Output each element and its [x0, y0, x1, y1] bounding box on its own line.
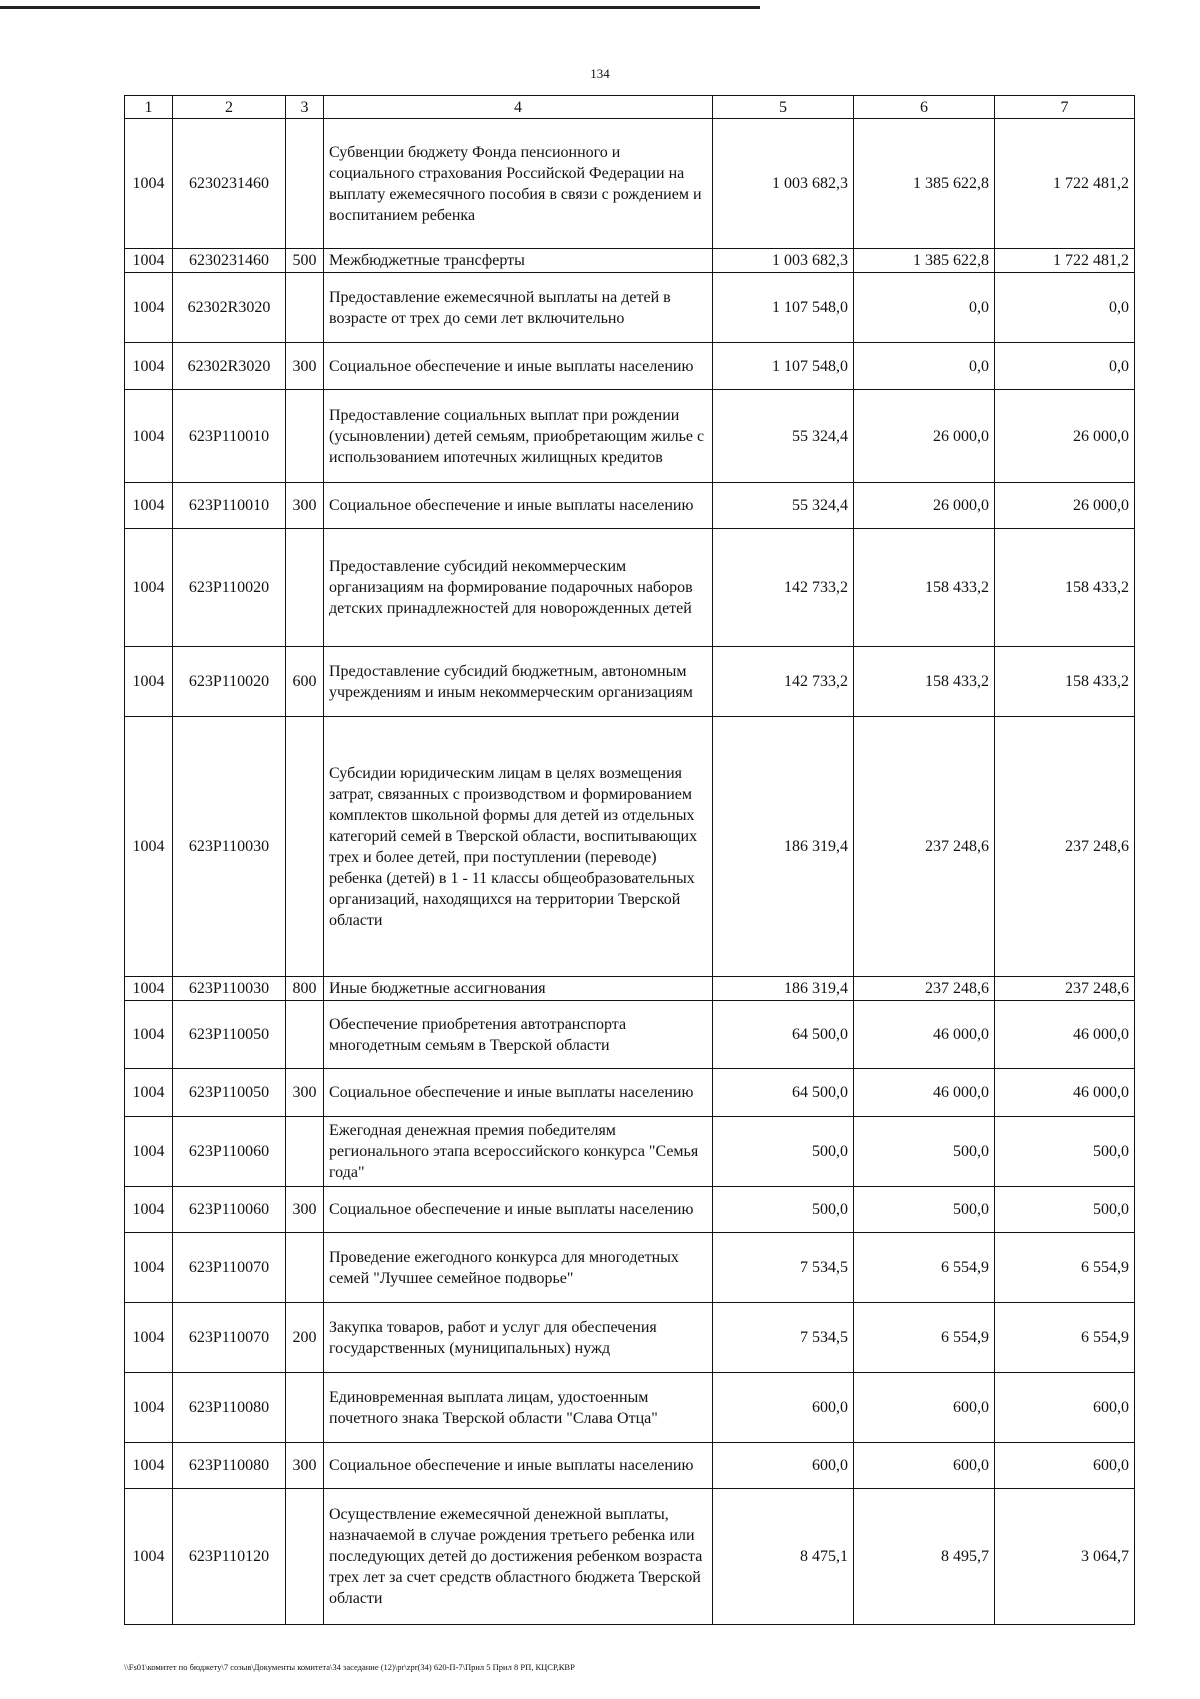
cell-description: Социальное обеспечение и иные выплаты населению — [324, 1443, 713, 1489]
cell-target-code: 623P110070 — [173, 1233, 286, 1303]
cell-amount-1: 7 534,5 — [713, 1303, 854, 1373]
cell-description: Единовременная выплата лицам, удостоенным почетного знака Тверской области "Слава Отца" — [324, 1373, 713, 1443]
cell-section: 1004 — [125, 273, 173, 343]
cell-amount-1: 186 319,4 — [713, 977, 854, 1001]
cell-section: 1004 — [125, 717, 173, 977]
cell-target-code: 623P110120 — [173, 1489, 286, 1625]
cell-target-code: 623P110060 — [173, 1117, 286, 1187]
cell-amount-2: 26 000,0 — [854, 390, 995, 483]
cell-expense-type — [286, 1233, 324, 1303]
cell-description: Предоставление субсидий бюджетным, автономным учреждениям и иным некоммерческим организациям — [324, 647, 713, 717]
cell-section: 1004 — [125, 1187, 173, 1233]
cell-amount-3: 3 064,7 — [995, 1489, 1135, 1625]
cell-amount-1: 64 500,0 — [713, 1069, 854, 1117]
cell-target-code: 623P110080 — [173, 1373, 286, 1443]
table-row — [125, 1373, 1135, 1443]
table-row — [125, 1443, 1135, 1489]
cell-expense-type: 500 — [286, 249, 324, 273]
cell-amount-2: 500,0 — [854, 1187, 995, 1233]
cell-target-code: 623P110070 — [173, 1303, 286, 1373]
cell-expense-type — [286, 717, 324, 977]
cell-section: 1004 — [125, 1443, 173, 1489]
cell-expense-type: 300 — [286, 483, 324, 529]
cell-expense-type — [286, 390, 324, 483]
cell-amount-2: 26 000,0 — [854, 483, 995, 529]
cell-amount-1: 142 733,2 — [713, 647, 854, 717]
cell-amount-2: 8 495,7 — [854, 1489, 995, 1625]
cell-amount-1: 186 319,4 — [713, 717, 854, 977]
cell-description: Социальное обеспечение и иные выплаты населению — [324, 1069, 713, 1117]
cell-amount-2: 600,0 — [854, 1443, 995, 1489]
cell-description: Субсидии юридическим лицам в целях возмещения затрат, связанных с производством и формированием комплектов школьной формы для детей из отдельных категорий семей в Тверской области, воспитывающих трех и более детей, при поступлении (переводе) ребенка (детей) в 1 - 11 классы общеобразовательных организаций, находящихся на территории Тверской области — [324, 717, 713, 977]
cell-amount-2: 1 385 622,8 — [854, 119, 995, 249]
cell-expense-type — [286, 1117, 324, 1187]
cell-target-code: 6230231460 — [173, 119, 286, 249]
cell-target-code: 623P110050 — [173, 1001, 286, 1069]
cell-expense-type: 300 — [286, 1187, 324, 1233]
cell-target-code: 62302R3020 — [173, 343, 286, 390]
cell-amount-2: 237 248,6 — [854, 717, 995, 977]
col-header-6: 6 — [854, 96, 995, 119]
cell-target-code: 623P110010 — [173, 390, 286, 483]
table-row — [125, 119, 1135, 249]
cell-description: Закупка товаров, работ и услуг для обеспечения государственных (муниципальных) нужд — [324, 1303, 713, 1373]
col-header-3: 3 — [286, 96, 324, 119]
cell-expense-type — [286, 529, 324, 647]
cell-target-code: 6230231460 — [173, 249, 286, 273]
cell-amount-3: 500,0 — [995, 1117, 1135, 1187]
cell-amount-1: 55 324,4 — [713, 390, 854, 483]
cell-amount-2: 0,0 — [854, 273, 995, 343]
cell-amount-3: 237 248,6 — [995, 977, 1135, 1001]
col-header-1: 1 — [125, 96, 173, 119]
cell-amount-2: 6 554,9 — [854, 1233, 995, 1303]
cell-amount-3: 158 433,2 — [995, 647, 1135, 717]
cell-amount-1: 142 733,2 — [713, 529, 854, 647]
cell-target-code: 623P110020 — [173, 647, 286, 717]
cell-amount-3: 46 000,0 — [995, 1069, 1135, 1117]
cell-description: Проведение ежегодного конкурса для многодетных семей "Лучшее семейное подворье" — [324, 1233, 713, 1303]
cell-target-code: 62302R3020 — [173, 273, 286, 343]
cell-amount-3: 0,0 — [995, 343, 1135, 390]
cell-section: 1004 — [125, 249, 173, 273]
cell-section: 1004 — [125, 1233, 173, 1303]
cell-amount-2: 600,0 — [854, 1373, 995, 1443]
table-row — [125, 529, 1135, 647]
cell-section: 1004 — [125, 1303, 173, 1373]
table-row — [125, 717, 1135, 977]
cell-section: 1004 — [125, 1117, 173, 1187]
cell-amount-3: 26 000,0 — [995, 390, 1135, 483]
cell-expense-type: 600 — [286, 647, 324, 717]
cell-amount-2: 1 385 622,8 — [854, 249, 995, 273]
table-row — [125, 1001, 1135, 1069]
cell-amount-2: 158 433,2 — [854, 529, 995, 647]
cell-description: Субвенции бюджету Фонда пенсионного и социального страхования Российской Федерации на выплату ежемесячного пособия в связи с рождением и воспитанием ребенка — [324, 119, 713, 249]
cell-section: 1004 — [125, 343, 173, 390]
col-header-2: 2 — [173, 96, 286, 119]
cell-amount-1: 7 534,5 — [713, 1233, 854, 1303]
cell-expense-type — [286, 1489, 324, 1625]
cell-amount-3: 26 000,0 — [995, 483, 1135, 529]
cell-section: 1004 — [125, 1069, 173, 1117]
cell-description: Иные бюджетные ассигнования — [324, 977, 713, 1001]
table-row — [125, 390, 1135, 483]
cell-amount-1: 600,0 — [713, 1443, 854, 1489]
cell-expense-type — [286, 273, 324, 343]
cell-description: Социальное обеспечение и иные выплаты населению — [324, 343, 713, 390]
cell-amount-1: 55 324,4 — [713, 483, 854, 529]
cell-amount-1: 8 475,1 — [713, 1489, 854, 1625]
cell-amount-1: 1 107 548,0 — [713, 273, 854, 343]
cell-target-code: 623P110080 — [173, 1443, 286, 1489]
cell-section: 1004 — [125, 647, 173, 717]
col-header-7: 7 — [995, 96, 1135, 119]
table-row — [125, 1069, 1135, 1117]
cell-amount-1: 1 003 682,3 — [713, 249, 854, 273]
cell-amount-3: 6 554,9 — [995, 1303, 1135, 1373]
cell-amount-3: 500,0 — [995, 1187, 1135, 1233]
cell-amount-2: 46 000,0 — [854, 1069, 995, 1117]
table-row — [125, 483, 1135, 529]
cell-expense-type: 300 — [286, 343, 324, 390]
cell-description: Предоставление субсидий некоммерческим организациям на формирование подарочных наборов детских принадлежностей для новорожденных детей — [324, 529, 713, 647]
cell-amount-1: 64 500,0 — [713, 1001, 854, 1069]
cell-amount-2: 0,0 — [854, 343, 995, 390]
cell-section: 1004 — [125, 977, 173, 1001]
table-row — [125, 1489, 1135, 1625]
cell-expense-type: 300 — [286, 1069, 324, 1117]
cell-description: Межбюджетные трансферты — [324, 249, 713, 273]
cell-amount-1: 500,0 — [713, 1117, 854, 1187]
cell-expense-type — [286, 1373, 324, 1443]
cell-amount-2: 158 433,2 — [854, 647, 995, 717]
cell-section: 1004 — [125, 119, 173, 249]
cell-amount-3: 1 722 481,2 — [995, 249, 1135, 273]
cell-expense-type — [286, 119, 324, 249]
cell-description: Социальное обеспечение и иные выплаты населению — [324, 1187, 713, 1233]
cell-amount-1: 500,0 — [713, 1187, 854, 1233]
cell-amount-3: 158 433,2 — [995, 529, 1135, 647]
cell-amount-1: 1 107 548,0 — [713, 343, 854, 390]
cell-target-code: 623P110030 — [173, 717, 286, 977]
cell-amount-2: 500,0 — [854, 1117, 995, 1187]
table-row — [125, 1187, 1135, 1233]
footer-file-path: \\Fs01\комитет по бюджету\7 созыв\Документы комитета\34 заседание (12)\pr\zpr(34) 620-П-7\Прил 5 Прил 8 РП, КЦСР,КВР — [124, 1662, 575, 1672]
cell-description: Социальное обеспечение и иные выплаты населению — [324, 483, 713, 529]
cell-description: Предоставление ежемесячной выплаты на детей в возрасте от трех до семи лет включительно — [324, 273, 713, 343]
table-row — [125, 977, 1135, 1001]
cell-amount-3: 1 722 481,2 — [995, 119, 1135, 249]
cell-amount-2: 46 000,0 — [854, 1001, 995, 1069]
cell-description: Ежегодная денежная премия победителям регионального этапа всероссийского конкурса "Семья года" — [324, 1117, 713, 1187]
cell-target-code: 623P110010 — [173, 483, 286, 529]
table-row — [125, 273, 1135, 343]
cell-amount-3: 0,0 — [995, 273, 1135, 343]
cell-target-code: 623P110050 — [173, 1069, 286, 1117]
table-row — [125, 249, 1135, 273]
cell-amount-3: 237 248,6 — [995, 717, 1135, 977]
cell-amount-3: 46 000,0 — [995, 1001, 1135, 1069]
cell-section: 1004 — [125, 390, 173, 483]
table-header-row — [125, 96, 1135, 119]
cell-section: 1004 — [125, 1489, 173, 1625]
table-row — [125, 1233, 1135, 1303]
cell-expense-type: 300 — [286, 1443, 324, 1489]
col-header-4: 4 — [324, 96, 713, 119]
top-border-line — [0, 6, 760, 9]
cell-expense-type — [286, 1001, 324, 1069]
cell-section: 1004 — [125, 1001, 173, 1069]
cell-amount-3: 6 554,9 — [995, 1233, 1135, 1303]
cell-description: Предоставление социальных выплат при рождении (усыновлении) детей семьям, приобретающим жилье с использованием ипотечных жилищных кредитов — [324, 390, 713, 483]
cell-amount-3: 600,0 — [995, 1443, 1135, 1489]
cell-amount-2: 6 554,9 — [854, 1303, 995, 1373]
cell-description: Обеспечение приобретения автотранспорта многодетным семьям в Тверской области — [324, 1001, 713, 1069]
budget-table — [124, 95, 1135, 1625]
cell-section: 1004 — [125, 483, 173, 529]
cell-target-code: 623P110060 — [173, 1187, 286, 1233]
table-row — [125, 1117, 1135, 1187]
cell-target-code: 623P110030 — [173, 977, 286, 1001]
cell-amount-3: 600,0 — [995, 1373, 1135, 1443]
cell-target-code: 623P110020 — [173, 529, 286, 647]
cell-section: 1004 — [125, 529, 173, 647]
cell-amount-1: 1 003 682,3 — [713, 119, 854, 249]
table-row — [125, 1303, 1135, 1373]
table-row — [125, 343, 1135, 390]
cell-description: Осуществление ежемесячной денежной выплаты, назначаемой в случае рождения третьего ребенка или последующих детей до достижения ребенком возраста трех лет за счет средств областного бюджета Тверской области — [324, 1489, 713, 1625]
cell-amount-2: 237 248,6 — [854, 977, 995, 1001]
cell-section: 1004 — [125, 1373, 173, 1443]
cell-amount-1: 600,0 — [713, 1373, 854, 1443]
col-header-5: 5 — [713, 96, 854, 119]
table-row — [125, 647, 1135, 717]
cell-expense-type: 800 — [286, 977, 324, 1001]
page-number: 134 — [590, 66, 610, 81]
cell-expense-type: 200 — [286, 1303, 324, 1373]
